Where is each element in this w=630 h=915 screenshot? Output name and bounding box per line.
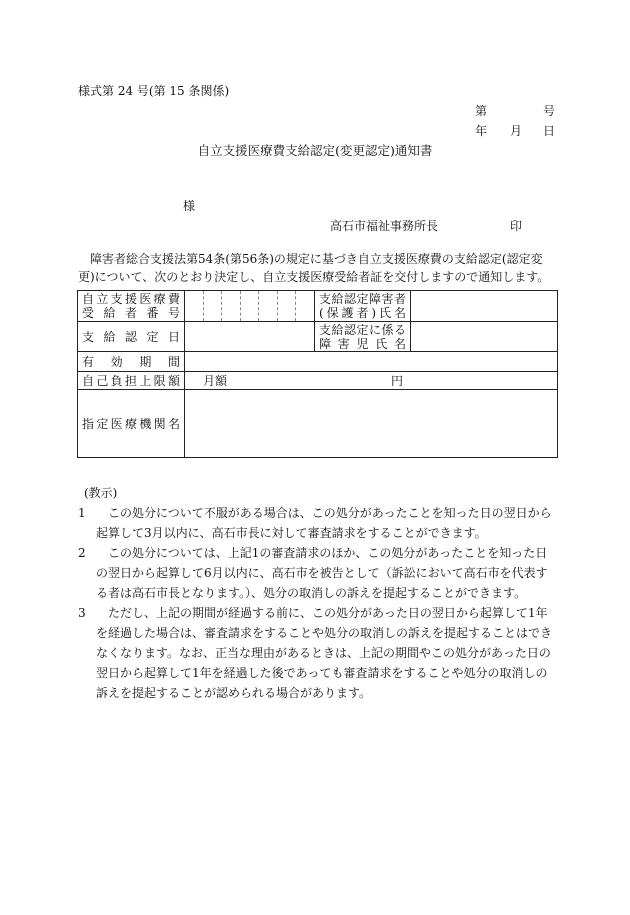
instructions-section [78, 483, 558, 703]
notice-body: 障害者総合支援法第54条(第56条)の規定に基づき自立支援医療費の支給認定(認定変更)について、次のとおり決定し、自立支援医療受給者証を交付しますので通知します。 [78, 252, 550, 284]
valid-period-field[interactable] [185, 352, 558, 372]
note-text: この処分について不服がある場合は、この処分があったことを知った日の翌日から起算して3月以内に、高石市長に対して審査請求をすることができます。 [96, 506, 552, 540]
list-item [78, 543, 558, 603]
note-text: この処分については、上記1の審査請求のほか、この処分があったことを知った日の翌日から起算して6月以内に、高石市を被告として（訴訟において高石市を代表する者は高石市長となります。）、処分の取消しの訴えを提起することができます。 [96, 546, 548, 600]
form-number-label: 様式第 24 号(第 15 条関係) [78, 84, 230, 98]
instructions-heading: (教示) [84, 486, 118, 500]
copay-limit-field[interactable] [185, 372, 558, 390]
yen-label: 円 [390, 373, 403, 388]
digit-boxes [185, 291, 314, 321]
certification-date-field[interactable] [185, 322, 315, 352]
certified-person-field[interactable] [411, 291, 558, 322]
date-day-label: 日 [543, 124, 556, 138]
copay-limit-label: 自己負担上限額 [78, 372, 185, 390]
valid-period-label: 有効期間 [78, 352, 185, 372]
table-row [78, 291, 558, 322]
recipient-number-field[interactable] [185, 291, 315, 322]
list-item [78, 503, 558, 543]
monthly-label: 月額 [203, 373, 228, 388]
document-number-prefix: 第 [475, 104, 488, 118]
note-text: ただし、上記の期間が経過する前に、この処分があった日の翌日から起算して1年を経過した場合は、審査請求をすることや処分の取消しの訴えを提起することはできなくなります。なお、正当な理由があるときは、上記の期間やこの処分があった日の翌日から起算して1年を経過した後であっても審査請求をすることや処分の取消しの訴えを提起することが認められる場合があります。 [96, 606, 553, 700]
table-row [78, 322, 558, 352]
date-month-label: 月 [510, 124, 523, 138]
date-year-label: 年 [475, 124, 488, 138]
certification-table [77, 290, 558, 458]
designated-institution-field[interactable] [185, 390, 558, 458]
certified-person-label: 支給認定障害者 (保護者)氏名 [315, 291, 411, 322]
document-number-suffix: 号 [543, 104, 556, 118]
table-row [78, 352, 558, 372]
table-row [78, 372, 558, 390]
addressee-suffix: 様 [183, 199, 196, 213]
recipient-number-label: 自立支援医療費 受給者番号 [78, 291, 185, 322]
related-child-label: 支給認定に係る 障害児氏名 [315, 322, 411, 352]
designated-institution-label: 指定医療機関名 [78, 390, 185, 458]
issuer-name: 高石市福祉事務所長 [330, 219, 439, 233]
note-number: 2 [78, 546, 86, 560]
note-number: 3 [78, 606, 86, 620]
table-row [78, 390, 558, 458]
related-child-field[interactable] [411, 322, 558, 352]
certification-date-label: 支給認定日 [78, 322, 185, 352]
list-item [78, 603, 558, 703]
seal-mark: 印 [510, 219, 523, 233]
document-title: 自立支援医療費支給認定(変更認定)通知書 [197, 143, 433, 158]
note-number: 1 [78, 506, 86, 520]
